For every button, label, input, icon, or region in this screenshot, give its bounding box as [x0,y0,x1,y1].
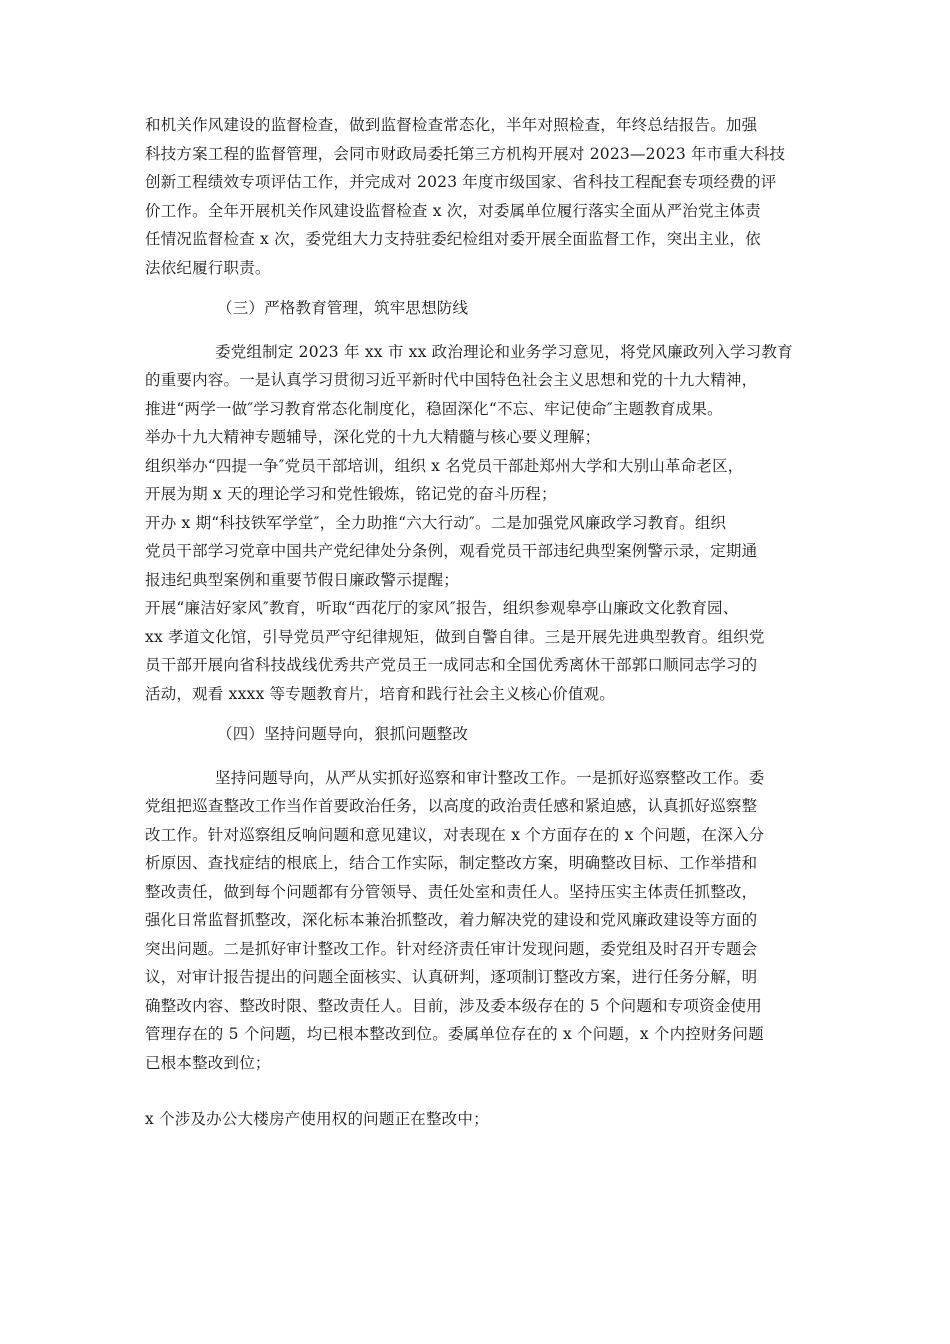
text-line: x 个涉及办公大楼房产使用权的问题正在整改中； [145,1110,489,1128]
spacer [145,708,810,720]
paragraph-office-building [145,1105,810,1134]
text-line: 报违纪典型案例和重要节假日廉政警示提醒； [145,570,460,589]
paragraph-education [145,338,810,709]
text-line: 管理存在的 5 个问题，均已根本整改到位。委属单位存在的 x 个问题，x 个内控财务问题 [145,1025,764,1043]
text-line: 改工作。针对巡察组反响问题和意见建议，对表现在 x 个方面存在的 x 个问题，在深入分 [145,825,765,844]
spacer [145,749,810,764]
section-heading-4: （四）坚持问题导向，狠抓问题整改 [217,725,469,743]
paragraph-supervision [145,111,810,282]
text-line: 开展“廉洁好家风″教育，听取“西花厅的家风″报告，组织参观皋亭山廉政文化教育园、 [145,599,739,617]
text-line: 已根本整改到位； [145,1053,271,1072]
text-line: 确整改内容、整改时限、整改责任人。目前，涉及委本级存在的 5 个问题和专项资金使用 [145,996,762,1015]
text-line: 析原因、查找症结的根底上，结合工作实际，制定整改方案，明确整改目标、工作举措和 [145,854,758,872]
text-line: 科技方案工程的监督管理，会同市财政局委托第三方机构开展对 2023—2023 年市重大科技 [145,144,786,163]
text-line: 法依纪履行职责。 [145,258,271,277]
text-line: 党组把巡查整改工作当作首要政治任务，以高度的政治责任感和紧迫感，认真抓好巡察整 [145,797,758,815]
text-line: xx 孝道文化馆，引导党员严守纪律规矩，做到自警自律。三是开展先进典型教育。组织党 [145,627,765,646]
text-line: 和机关作风建设的监督检查，做到监督检查常态化，半年对照检查，年终总结报告。加强 [145,116,758,134]
text-line: 举办十九大精神专题辅导，深化党的十九大精髓与核心要义理解； [145,428,601,446]
document-page [145,111,810,1134]
text-line: 任情况监督检查 x 次，委党组大力支持驻委纪检组对委开展全面监督工作，突出主业，依 [145,230,761,248]
text-line: 创新工程绩效专项评估工作，并完成对 2023 年度市级国家、省科技工程配套专项经费的评 [145,173,777,191]
text-line: 党员干部学习党章中国共产党纪律处分条例，观看党员干部违纪典型案例警示录，定期通 [145,542,758,560]
text-line: 突出问题。二是抓好审计整改工作。针对经济责任审计发现问题，委党组及时召开专题会 [145,939,758,958]
spacer [145,323,810,338]
text-line: 组织举办“四提一争″党员干部培训，组织 x 名党员干部赴郑州大学和大别山革命老区， [145,456,744,475]
text-line: 开展为期 x 天的理论学习和党性锻炼，铭记党的奋斗历程； [145,485,557,503]
text-line: 活动，观看 xxxx 等专题教育片，培育和践行社会主义核心价值观。 [145,684,615,703]
text-line: 议，对审计报告提出的问题全面核实、认真研判，逐项制订整改方案，进行任务分解，明 [145,968,758,986]
text-line: 强化日常监督抓整改，深化标本兼治抓整改，着力解决党的建设和党风廉政建设等方面的 [145,911,758,929]
section-heading-3: （三）严格教育管理，筑牢思想防线 [217,299,469,317]
text-line: 员干部开展向省科技战线优秀共产党员王一成同志和全国优秀离休干部郭口顺同志学习的 [145,656,758,674]
spacer [145,282,810,294]
text-line: 委党组制定 2023 年 xx 市 xx 政治理论和业务学习意见，将党风廉政列入学习教育 [215,342,793,361]
text-line: 整改责任，做到每个问题都有分管领导、责任处室和责任人。坚持压实主体责任抓整改， [145,882,758,901]
text-line: 坚持问题导向，从严从实抓好巡察和审计整改工作。一是抓好巡察整改工作。委 [215,768,765,787]
paragraph-rectification [145,764,810,1078]
text-line: 推进“两学一做″学习教育常态化制度化，稳固深化“不忘、牢记使命″主题教育成果。 [145,399,723,418]
text-line: 的重要内容。一是认真学习贯彻习近平新时代中国特色社会主义思想和党的十九大精神， [145,371,758,389]
text-line: 开办 x 期“科技铁军学堂″，全力助推“六大行动″。二是加强党风廉政学习教育。组织 [145,513,727,532]
spacer [145,1077,810,1105]
text-line: 价工作。全年开展机关作风建设监督检查 x 次，对委属单位履行落实全面从严治党主体责 [145,201,761,220]
